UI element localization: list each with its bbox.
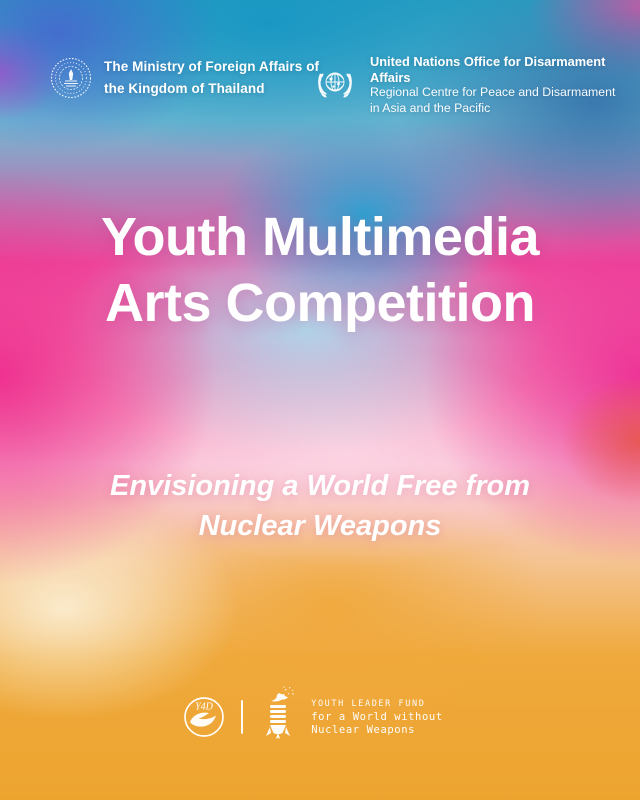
unoda-text xyxy=(370,54,640,116)
unoda-line1: United Nations Office for Disarmament Affairs xyxy=(370,54,606,85)
unoda-line2: Regional Centre for Peace and Disarmament xyxy=(370,85,616,99)
ylf-line1: YOUTH LEADER FUND xyxy=(311,698,426,709)
title-line1: Youth Multimedia xyxy=(101,207,539,267)
y4d-dove-logo-icon xyxy=(183,696,225,738)
footer-logos xyxy=(0,684,633,750)
thailand-ministry-block xyxy=(50,56,319,100)
unoda-block xyxy=(312,54,640,116)
ylf-line3: Nuclear Weapons xyxy=(311,723,416,736)
thai-ministry-seal-icon xyxy=(50,57,92,99)
un-emblem-icon xyxy=(312,62,358,108)
subtitle-line2: Nuclear Weapons xyxy=(198,510,442,542)
youth-leader-fund-text xyxy=(311,698,443,737)
subtitle xyxy=(0,466,640,546)
youth-leader-fund-block xyxy=(259,685,443,749)
subtitle-line1: Envisioning a World Free from xyxy=(109,470,531,502)
title-line2: Arts Competition xyxy=(105,273,535,333)
y4d-monogram: Y4D xyxy=(195,701,214,713)
thailand-line2: the Kingdom of Thailand xyxy=(104,81,265,96)
header xyxy=(0,0,640,120)
ylf-line2: for a World without xyxy=(311,710,443,723)
ylf-missile-to-birds-icon xyxy=(259,685,297,749)
thailand-line1: The Ministry of Foreign Affairs of xyxy=(104,59,320,74)
unoda-line3: in Asia and the Pacific xyxy=(370,100,491,115)
footer-divider xyxy=(241,700,243,734)
page-title xyxy=(0,204,640,336)
thailand-ministry-text xyxy=(104,56,319,100)
